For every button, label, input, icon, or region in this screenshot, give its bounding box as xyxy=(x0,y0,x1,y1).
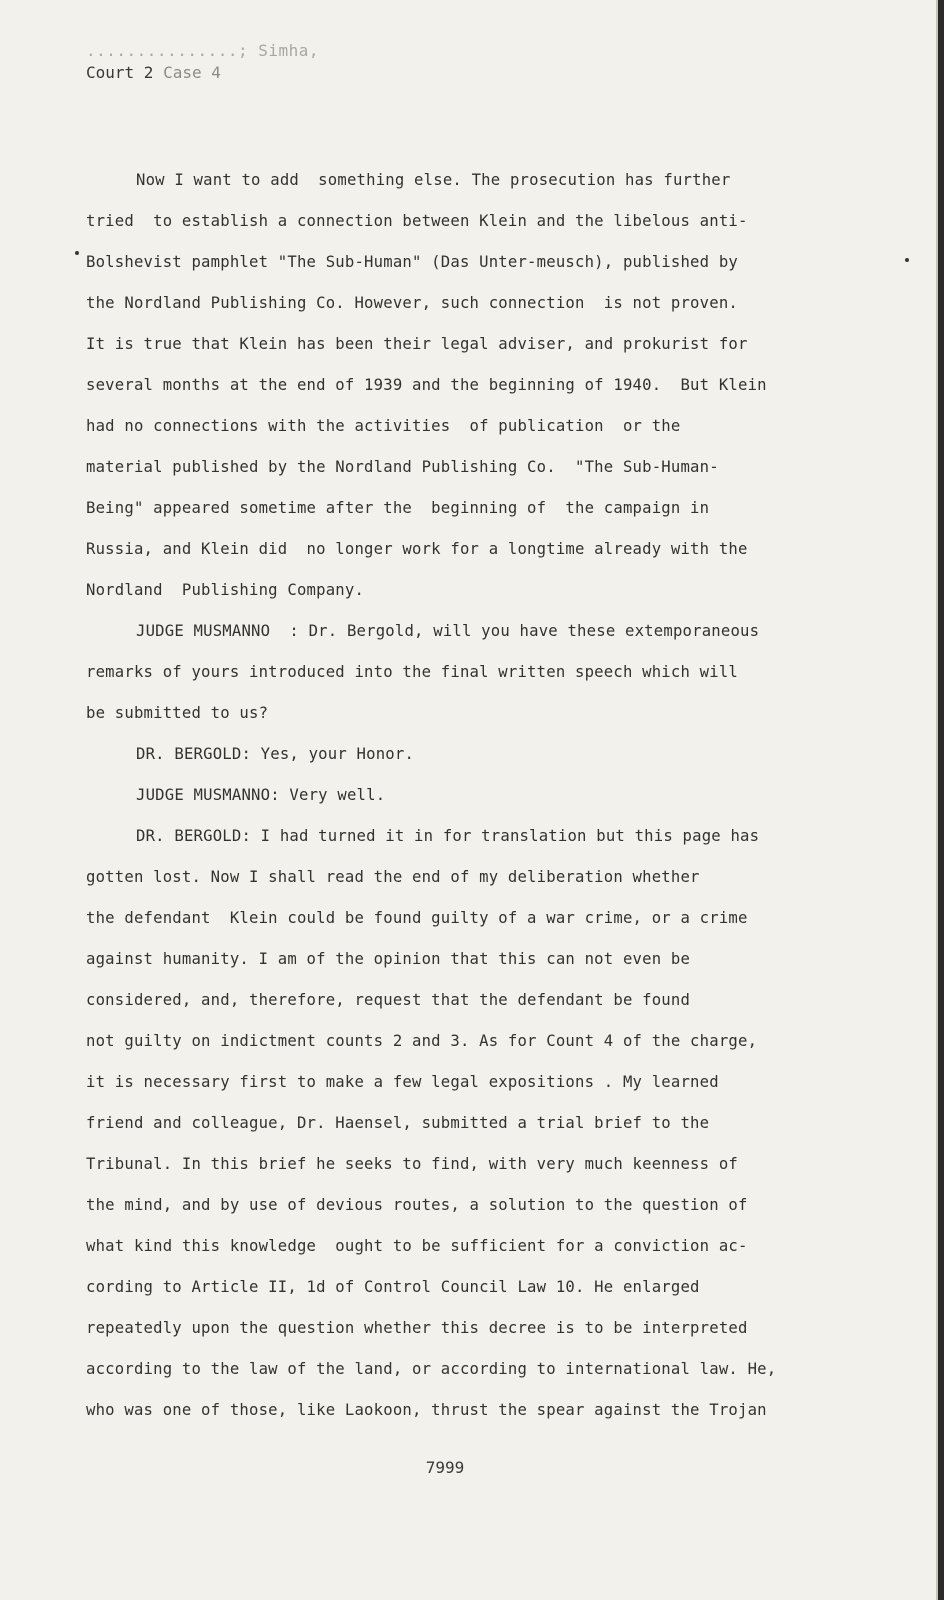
text-line: it is necessary first to make a few legal expositions . My learned xyxy=(86,1073,719,1091)
text-line: friend and colleague, Dr. Haensel, submitted a trial brief to the xyxy=(86,1114,710,1132)
text-line: repeatedly upon the question whether this decree is to be interpreted xyxy=(86,1319,748,1337)
text-line: not guilty on indictment counts 2 and 3. As for Count 4 of the charge, xyxy=(86,1032,758,1050)
text-line: tried to establish a connection between Klein and the libelous anti- xyxy=(86,212,748,230)
text-line: DR. BERGOLD: Yes, your Honor. xyxy=(136,745,415,763)
text-line: Nordland Publishing Company. xyxy=(86,581,365,599)
text-line: gotten lost. Now I shall read the end of my deliberation whether xyxy=(86,868,700,886)
text-line: against humanity. I am of the opinion that this can not even be xyxy=(86,950,691,968)
margin-mark xyxy=(905,258,909,262)
text-line: cording to Article II, 1d of Control Council Law 10. He enlarged xyxy=(86,1278,700,1296)
text-line: Being" appeared sometime after the beginning of the campaign in xyxy=(86,499,710,517)
text-line: the Nordland Publishing Co. However, such connection is not proven. xyxy=(86,294,738,312)
text-line: Bolshevist pamphlet "The Sub-Human" (Das Unter-meusch), published by xyxy=(86,253,738,271)
text-line: DR. BERGOLD: I had turned it in for translation but this page has xyxy=(136,827,760,845)
text-line: JUDGE MUSMANNO: Very well. xyxy=(136,786,386,804)
text-line: material published by the Nordland Publishing Co. "The Sub-Human- xyxy=(86,458,719,476)
text-line: who was one of those, like Laokoon, thrust the spear against the Trojan xyxy=(86,1401,767,1419)
text-line: Now I want to add something else. The prosecution has further xyxy=(136,171,731,189)
transcript-body xyxy=(86,160,826,1431)
text-line: considered, and, therefore, request that the defendant be found xyxy=(86,991,691,1009)
header-case-reference: ...............; Simha, xyxy=(86,41,320,60)
margin-mark xyxy=(75,251,79,255)
text-line: be submitted to us? xyxy=(86,704,269,722)
text-line: remarks of yours introduced into the final written speech which will xyxy=(86,663,738,681)
header-case: Case 4 xyxy=(163,63,221,82)
text-line: according to the law of the land, or according to international law. He, xyxy=(86,1360,777,1378)
text-line: several months at the end of 1939 and the beginning of 1940. But Klein xyxy=(86,376,767,394)
text-line: JUDGE MUSMANNO : Dr. Bergold, will you have these extemporaneous xyxy=(136,622,760,640)
page-header xyxy=(86,40,319,84)
text-line: the mind, and by use of devious routes, a solution to the question of xyxy=(86,1196,748,1214)
text-line: had no connections with the activities of publication or the xyxy=(86,417,681,435)
text-line: what kind this knowledge ought to be sufficient for a conviction ac- xyxy=(86,1237,748,1255)
text-line: It is true that Klein has been their legal adviser, and prokurist for xyxy=(86,335,748,353)
page-edge xyxy=(938,0,944,1600)
page-number: 7999 xyxy=(425,1458,465,1477)
text-line: Tribunal. In this brief he seeks to find, with very much keenness of xyxy=(86,1155,738,1173)
text-line: the defendant Klein could be found guilty of a war crime, or a crime xyxy=(86,909,748,927)
header-court: Court 2 xyxy=(86,63,154,82)
text-line: Russia, and Klein did no longer work for a longtime already with the xyxy=(86,540,748,558)
